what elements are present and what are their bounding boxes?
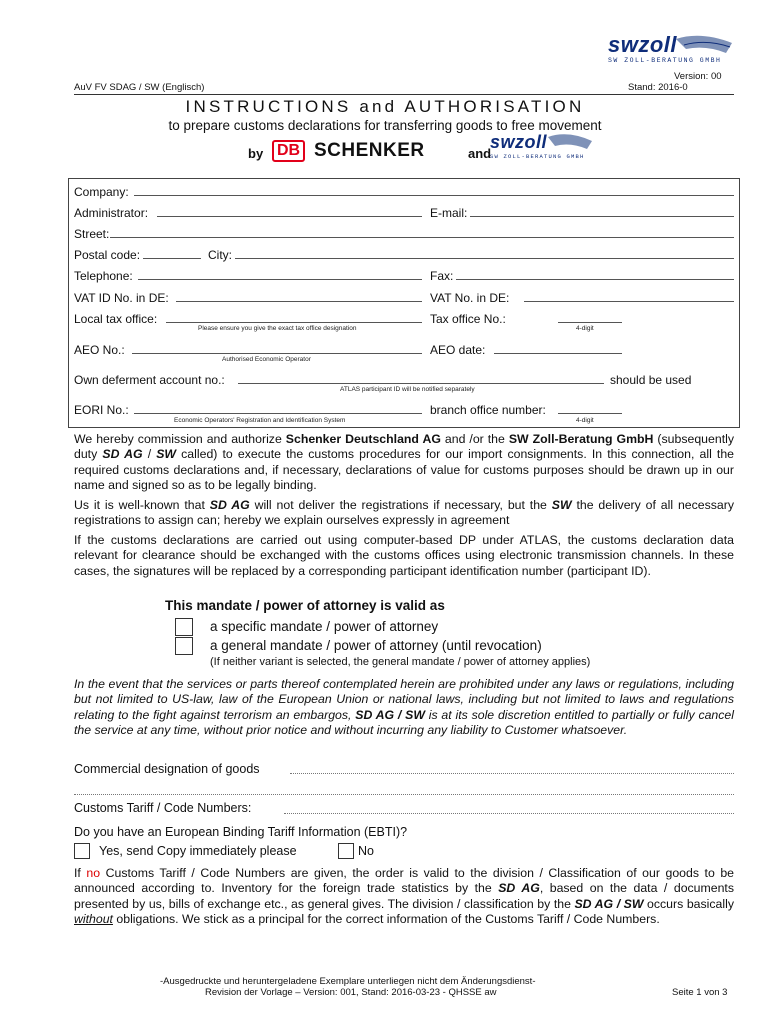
fax-label: Fax:: [430, 269, 454, 283]
header-rule: [74, 94, 734, 95]
company-field[interactable]: [134, 195, 734, 196]
aeo-note: Authorised Economic Operator: [222, 356, 311, 363]
aeo-date-field[interactable]: [494, 353, 622, 354]
administrator-label: Administrator:: [74, 206, 149, 220]
telephone-field[interactable]: [138, 279, 422, 280]
tax-office-no-field[interactable]: [558, 322, 622, 323]
general-mandate-label: a general mandate / power of attorney (until revocation): [210, 638, 542, 653]
by-label: by: [248, 146, 264, 161]
tariff-field[interactable]: [284, 813, 734, 814]
commercial-designation-field-2[interactable]: [74, 794, 734, 795]
local-tax-office-label: Local tax office:: [74, 312, 158, 326]
local-tax-office-field[interactable]: [166, 322, 422, 323]
logo-sub: SW ZOLL-BERATUNG GMBH: [608, 57, 722, 64]
postal-code-field[interactable]: [143, 258, 201, 259]
mandate-note: (If neither variant is selected, the general mandate / power of attorney applies): [210, 656, 591, 668]
mandate-title: This mandate / power of attorney is valid as: [165, 598, 445, 613]
inline-logo-word: swzoll: [490, 132, 548, 152]
should-be-used-label: should be used: [610, 373, 692, 387]
sanctions-paragraph: In the event that the services or parts thereof contemplated herein are prohibited under any laws or regulations, including but not limited to US-law, law of the European Union or national laws, including but not limited to laws and regulations relating to the fight against terrorism an embargos, SD AG / SW is at its sole discretion entitled to partially or fully cancel the service at any time, without prior notice and without incurring any liability to Customer whatsoever.: [74, 677, 734, 738]
footer-notice: -Ausgedruckte und heruntergeladene Exemplare unterliegen nicht dem Änderungsdienst-: [160, 976, 536, 987]
street-field[interactable]: [110, 237, 734, 238]
branch-office-label: branch office number:: [430, 403, 546, 417]
document-code: AuV FV SDAG / SW (Englisch): [74, 82, 205, 93]
tax-office-no-label: Tax office No.:: [430, 312, 506, 326]
company-label: Company:: [74, 185, 129, 199]
tax-office-note: Please ensure you give the exact tax office designation: [198, 325, 357, 332]
page-number: Seite 1 von 3: [672, 987, 728, 998]
db-logo: [272, 140, 305, 162]
tax-office-digits-note: 4-digit: [576, 325, 594, 332]
specific-mandate-checkbox[interactable]: [175, 618, 193, 636]
eori-field[interactable]: [134, 413, 422, 414]
aeo-no-label: AEO No.:: [74, 343, 125, 357]
administrator-field[interactable]: [157, 216, 422, 217]
footer-revision: Revision der Vorlage – Version: 001, Stand: 2016-03-23 - QHSSE aw: [205, 987, 497, 998]
branch-digits-note: 4-digit: [576, 417, 594, 424]
swzoll-logo-header: [606, 33, 734, 69]
postal-code-label: Postal code:: [74, 248, 141, 262]
page-title: INSTRUCTIONS and AUTHORISATION: [185, 97, 585, 116]
commercial-designation-field[interactable]: [290, 773, 734, 774]
page-subtitle: to prepare customs declarations for transferring goods to free movement: [168, 118, 602, 133]
tariff-paragraph: If no Customs Tariff / Code Numbers are given, the order is valid to the division / Classification of our goods to be announced according to. Inventory for the foreign trade statistics by the SD AG, based on the data / documents presented by us, bills of exchange etc., as general gives. The division / classification by the SD AG / SW occurs basically without obligations. We stick as a principal for the correct information of the Customs Tariff / Code Numbers.: [74, 866, 735, 927]
and-label: and: [468, 146, 492, 161]
db-logo-text: DB: [276, 142, 301, 159]
vat-id-field[interactable]: [176, 301, 422, 302]
schenker-logo: SCHENKER: [314, 140, 425, 161]
street-label: Street:: [74, 227, 110, 241]
commercial-designation-label: Commercial designation of goods: [74, 762, 260, 776]
tariff-label: Customs Tariff / Code Numbers:: [74, 801, 252, 815]
vat-id-label: VAT ID No. in DE:: [74, 291, 169, 305]
ebti-yes-label: Yes, send Copy immediately please: [99, 844, 297, 858]
email-field[interactable]: [470, 216, 734, 217]
ebti-yes-checkbox[interactable]: [74, 843, 90, 859]
telephone-label: Telephone:: [74, 269, 133, 283]
registration-paragraph: Us it is well-known that SD AG will not deliver the registrations if necessary, but the SW the delivery of all necessary registrations to assign can; hereby we explain ourselves expressly in agreement: [74, 498, 734, 528]
eori-label: EORI No.:: [74, 403, 129, 417]
deferment-label: Own deferment account no.:: [74, 373, 225, 387]
deferment-field[interactable]: [238, 383, 604, 384]
version-label: Version: 00: [674, 71, 722, 82]
vat-no-field[interactable]: [524, 301, 734, 302]
aeo-date-label: AEO date:: [430, 343, 486, 357]
stand-label: Stand: 2016-0: [628, 82, 688, 93]
vat-no-label: VAT No. in DE:: [430, 291, 510, 305]
ebti-no-checkbox[interactable]: [338, 843, 354, 859]
fax-field[interactable]: [456, 279, 734, 280]
atlas-note: ATLAS participant ID will be notified separately: [340, 386, 475, 393]
ebti-question: Do you have an European Binding Tariff Information (EBTI)?: [74, 825, 408, 839]
logo-word: swzoll: [608, 32, 678, 57]
branch-office-field[interactable]: [558, 413, 622, 414]
atlas-paragraph: If the customs declarations are carried out using computer-based DP under ATLAS, the customs declaration data relevant for clearance should be exchanged with the customs offices using electronic transmission channels. In these cases, the signatures will be replaced by a corresponding participant identification number (participant ID).: [74, 533, 734, 578]
eori-note: Economic Operators' Registration and Identification System: [174, 417, 346, 424]
email-label: E-mail:: [430, 206, 468, 220]
aeo-no-field[interactable]: [132, 353, 422, 354]
specific-mandate-label: a specific mandate / power of attorney: [210, 619, 439, 634]
inline-logo-sub: SW ZOLL-BERATUNG GMBH: [490, 153, 585, 160]
city-label: City:: [208, 248, 232, 262]
city-field[interactable]: [235, 258, 734, 259]
authorization-paragraph: We hereby commission and authorize Schenker Deutschland AG and /or the SW Zoll-Beratung GmbH (subsequently duty SD AG / SW called) to execute the customs procedures for our import consignments. In this connection, all the required customs declarations and, if necessary, declarations of value for customs purposes should be drawn up in our name and signed so as to be legally binding.: [74, 432, 735, 493]
general-mandate-checkbox[interactable]: [175, 637, 193, 655]
ebti-no-label: No: [358, 844, 374, 858]
swzoll-logo-inline: [490, 132, 594, 164]
